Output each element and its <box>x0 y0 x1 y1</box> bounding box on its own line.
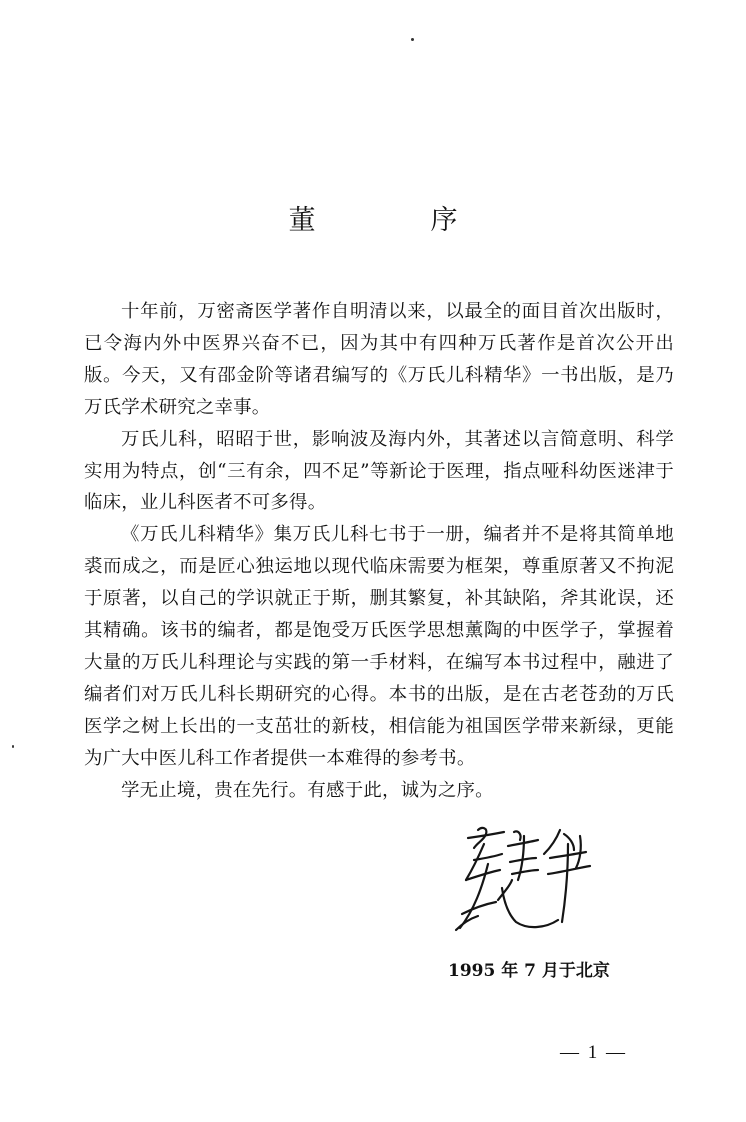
paragraph-4: 学无止境，贵在先行。有感于此，诚为之序。 <box>121 779 494 801</box>
date-line: 1995 年 7 月于北京 <box>448 961 610 981</box>
paragraph-3: 《万氏儿科精华》集万氏儿科七书于一册，编者并不是将其简单地裘而成之，而是匠心独运地以现代临床需要为框架，尊重原著又不拘泥于原著，以自己的学识就正于斯，删其繁复，补其缺陷，斧其讹误，还其精确。该书的编者，都是饱受万氏医学思想薰陶的中医学子，掌握着大量的万氏儿科理论与实践的第一手材料，在编写本书过程中，融进了编者们对万氏儿科长期研究的心得。本书的出版，是在古老苍劲的万氏医学之树上长出的一支茁壮的新枝，相信能为祖国医学带来新绿，更能为广大中医儿科工作者提供一本难得的参考书。 <box>84 524 674 769</box>
preface-body <box>84 296 674 807</box>
paragraph-2: 万氏儿科，昭昭于世，影响波及海内外，其著述以言简意明、科学实用为特点，创“三有余，四不足”等新论于医理，指点哑科幼医迷津于临床，业儿科医者不可多得。 <box>84 428 674 514</box>
preface-title: 董 序 <box>288 205 502 236</box>
signature-drawing <box>438 818 608 944</box>
page-number: — 1 — <box>560 1042 627 1063</box>
scan-speck <box>411 38 414 41</box>
handwritten-signature <box>438 818 608 944</box>
paragraph-1: 十年前，万密斋医学著作自明清以来，以最全的面目首次出版时，已令海内外中医界兴奋不已，因为其中有四种万氏著作是首次公开出版。今天，又有邵金阶等诸君编写的《万氏儿科精华》一书出版，是乃万氏学术研究之幸事。 <box>84 301 674 418</box>
scan-speck <box>12 745 14 748</box>
